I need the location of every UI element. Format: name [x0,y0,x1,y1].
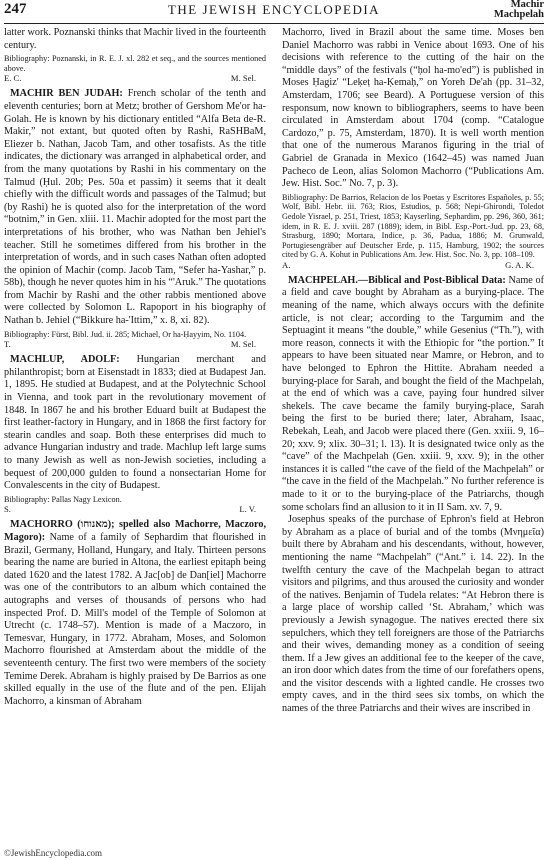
entry [4,88,266,327]
signature-author: M. Sel. [230,339,256,350]
signature-author: L. V. [239,504,256,515]
paragraph: Josephus speaks of the purchase of Ephron's field at Hebron by Abraham as a place of burial and of the tombs (Μνημεῖα) built there by Abraham and his descendants, without, however, mentioning the name “Machpelah” (“Ant.” i. 14. 22). In the twelfth century the cave of the Machpelah began to attract visitors and pilgrims, and thus aroused the curiosity and wonder of the natives. Benjamin of Tudela relates: “At Hebron there is a large place of worship called ‘St. Abraham,’ which was previously a Jewish synagogue. The natives erected there six sepulchers, which they tell foreigners are those of the Patriarchs and their wives, demanding money as a condition of seeing them. If a Jew gives an additional fee to the keeper of the cave, an iron door which dates from the time of our forefathers opens, and the visitor descends with a lighted candle. He crosses two empty caves, and in the third sees six tombs, on which the names of the three Patriarchs and their wives are inscribed in [282,514,544,715]
entry [4,519,266,708]
bibliography: Bibliography: Fürst, Bibl. Jud. ii. 285; Michael, Or ha-Ḥayyim, No. 1104. [4,329,247,339]
entry-headword: MACHORRO (מאנוחו); spelled also Machorre, Maczoro, Magoro): [4,519,266,543]
paragraph: Machorro, lived in Brazil about the same time. Moses ben Daniel Machorro was rabbi in Venice about 1693. One of his decisions with reference to the cutting of the hair on the “middle days” of the festivals (“ḥol ha-mo'ed”) is published in Moses Ḥagiz' “Leḳeṭ ha-Ḳemaḥ,” on Yoreh De'ah (pp. 31–32, Amsterdam, 1706; see Beard). A Portuguese version of this responsum, now known to bibliographers, seems to have been circulated in Amsterdam about 1704 (comp. “Catalogue Cardozo,” p. 75, Amsterdam, 1870). It is well worth mention that one of the numerous Maranos figuring in the trial of Gabriel de Granada in Mexico (1642–45) was named Juan Pacheco de Leon, alias Solomon Machorro (“Publications Am. Jew. Hist. Soc.” No. 7, p. 3). [282,27,544,190]
paragraph: latter work. Poznanski thinks that Machir lived in the fourteenth century. [4,27,266,51]
header-rule [4,23,544,24]
entry-text: Name of a field and cave bought by Abraham as a burying-place. The meaning of the name, which always occurs with the definite article, is not clear; according to the Targumim and the Septuagint it means “the double,” while Gesenius (“Th.”), with more reason, connects it with the Ethiopic for “the portion.” It appears to have been situated near Mamre, or Hebron, and to have belonged to Ephron the Hittite. Abraham needed a burying-place for Sarah, and bought the field of the Machpelah, at the end of which was a cave, paying four hundred silver shekels. The cave became the family burying-place, Sarah being the first to be buried there; later, Abraham, Isaac, Rebekah, Leah, and Jacob were placed there (Gen. xxiii. 9, 16–20; xxv. 9; xlix. 30–31; l. 13). It is designated twice only as the “cave” of the Machpelah (Gen. xxiii. 9, xxv. 9); in the other instances it is called “the cave of the field of the Machpelah” or “the cave in the field of the Machpelah.” No further reference is made to it or to the burying-place of the Patriarchs, though some scholars find an allusion to it in II Sam. xv. 7, 9. [282,274,544,513]
page-number: 247 [4,1,27,17]
entry-headword: MACHIR BEN JUDAH: [10,88,123,100]
signature-line [4,504,266,515]
bibliography: Bibliography: De Barrios, Relacion de los Poetas y Escritores Españoles, p. 55; Wolf, Bibl. Hebr. iii. 763; Rios, Estudios, p. 568; Nepi-Ghirondi, Toledot Gedole Yisrael, p. 251, Triest, 1853; Kayserling, Sephardim, pp. 296, 360, 361; idem, in R. E. J. xviii. 287 (1889); idem, in Bibl. Esp.-Port.-Jud. pp. 23, 68, Strasburg, 1890; Mortara, Indice, p. 36, Padua, 1886; M. Grunwald, Portugiesengräber auf Deutscher Erde, p. 115, Hamburg, 1902; the sources cited by G. A. Kohut in Publications Am. Jew. Hist. Soc. No. 3, pp. 108–109. [282,192,544,260]
bibliography: Bibliography: Poznanski, in R. E. J. xl. 282 et seq., and the sources mentioned above. [4,54,266,73]
left-column [4,27,266,847]
right-column [282,27,544,847]
signature-initials: T. [4,339,11,350]
running-head-last: Machpelah [493,9,544,20]
journal-title: THE JEWISH ENCYCLOPEDIA [167,2,381,17]
signature-initials: E. C. [4,73,22,84]
bibliography: Bibliography: Pallas Nagy Lexicon. [4,494,122,504]
running-head-first: Machir [510,0,544,10]
entry-text: Name of a family of Sephardim that flourished in Brazil, Germany, Holland, Hungary, and Italy. Thirteen persons bearing the name are buried in Altona, the earliest epitaph being dated 1620 and the latest 1782. A Jac[ob] de Dan[iel] Machorre was one of the contributors to an album which contained the autographs and verses of thousands of persons who had inspected Prof. D. Mill's model of the Temple of Solomon at Utrecht (c. 1748–57). Mention is made of a Maczoro, in Temesvar, Hungary, in 1772. Abraham, Moses, and Solomon Machorro flourished at Amsterdam about the middle of the seventeenth century. The first two were members of the society Temime Derek. Abraham is highly praised by De Barrios as one skilled equally in the use of the flute and of the pen. Elijah Machorro, a kinsman of Abraham [4,531,266,707]
signature-line [4,339,266,350]
signature-initials: A. [282,259,291,270]
running-head [494,0,544,20]
entry-text: French scholar of the tenth and eleventh centuries; born at Metz; brother of Gershom Me'or ha-Golah. He is known by his dictionary entitled “Alfa Beta de-R. Makir,” not extant, but quoted often by Rashi, RaSHBaM, Eliezer b. Nathan, Jacob Tam, and other tosafists. As the title indicates, the dictionary was arranged in alphabetical order, and from the many quotations by Rashi in his commentary on the Talmud (Ḥul. 20b; Pes. 50a et passim) it seems that it dealt chiefly with the difficult words and passages of the Talmud; but (by Rashi) he is quoted also for the interpretation of the word “botnim,” in Gen. xliii. 11. Machir adopted for the most part the interpretations of his brother, who was Nathan ben Jehiel's teacher. Still he sometimes differed from his brother in the interpretation of words, and in such cases Nathan often adopted the opinion of Machir (comp. Jacob Tam, “Sefer ha-Yashar,” p. 58b), though he never quotes him in his “'Aruk.” The quotations from Machir by Rashi and the other rabbis mentioned above were collected by Solomon L. Rapoport in his biography of Nathan b. Jehiel (“Bikkure ha-'Ittim,” x. 8, xi. 82). [4,88,266,327]
signature-line [4,73,266,84]
entry [282,275,544,514]
entry [4,354,266,493]
copyright-footer: ©JewishEncyclopedia.com [4,848,103,858]
signature-author: M. Sel. [230,73,256,84]
entry-text: Hungarian merchant and philanthropist; born at Eisenstadt in 1833; died at Budapest Jan. 1, 1895. He studied at Budapest, and at the Polytechnic School in Vienna, and took part in the revolutionary movement of 1848. In 1867 he and his brother Eduard built at Budapest the first leather-factory in Hungary, and in 1868 the first factory for stearin candles and soap. Both these enterprises did much to advance Hungarian industry and trade. Machlup left large sums to many Jewish as well as non-Jewish societies, including a bequest of 200,000 gulden to found a nonsectarian Home for Convalescents in the city of Budapest. [4,354,266,492]
entry-headword: MACHLUP, ADOLF: [10,354,120,366]
signature-initials: S. [4,504,11,515]
page-header [4,0,544,22]
signature-line [282,260,544,271]
signature-author: G. A. K. [505,259,534,270]
entry-headword: MACHPELAH.—Biblical and Post-Biblical Data: [288,274,506,286]
